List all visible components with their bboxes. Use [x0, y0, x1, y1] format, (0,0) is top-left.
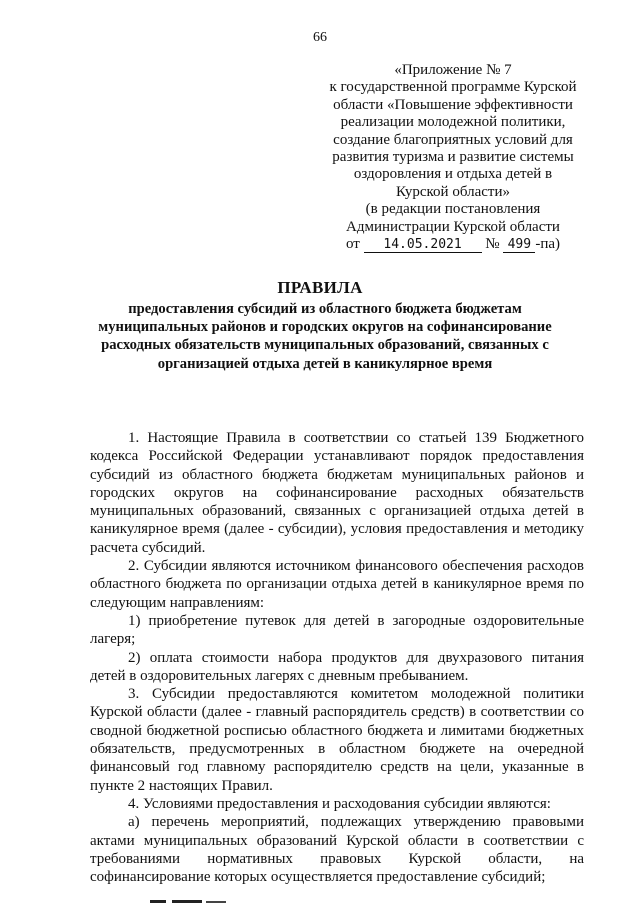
appendix-header — [322, 62, 584, 253]
subtitle-line: расходных обязательств муниципальных образований, связанных с — [101, 337, 549, 354]
appendix-line: оздоровления и отдыха детей в — [353, 166, 553, 183]
paragraph-4-item-a: а) перечень мероприятий, подлежащих утверждению правовыми актами муниципальных образований Курской области в соответствии с требованиями нормативных правовых Курской области, на софинансирование которых осуществляется предоставление субсидий; — [90, 814, 584, 886]
decree-date-line — [322, 236, 584, 253]
paragraph-2: 2. Субсидии являются источником финансового обеспечения расходов областного бюджета по организации отдыха детей в каникулярное время по следующим направлениям: — [90, 558, 584, 611]
appendix-line: развития туризма и развитие системы — [332, 149, 574, 166]
paragraph-4: 4. Условиями предоставления и расходования субсидии являются: — [128, 795, 551, 812]
subtitle-line: организацией отдыха детей в каникулярное время — [157, 355, 493, 372]
number-prefix: № — [485, 236, 500, 253]
subtitle-line: муниципальных районов и городских округов на софинансирование — [98, 319, 552, 336]
appendix-line: к государственной программе Курской — [329, 79, 577, 96]
page-number: 66 — [313, 30, 327, 45]
appendix-line: области «Повышение эффективности — [333, 96, 573, 113]
subtitle-line: предоставления субсидий из областного бюджета бюджетам — [128, 301, 522, 317]
paragraph-3: 3. Субсидии предоставляются комитетом молодежной политики Курской области (далее - главный распорядитель средств) в соответствии со сводной бюджетной росписью областного бюджета и лимитами бюджетных обязательств, предусмотренных в областном бюджете на очередной финансовый год главному распорядителю средств на цели, указанные в пункте 2 настоящих Правил. — [90, 686, 584, 794]
appendix-line: «Приложение № 7 — [394, 62, 512, 78]
document-subtitle — [90, 300, 560, 373]
appendix-line: (в редакции постановления — [365, 201, 541, 218]
appendix-line: создание благоприятных условий для — [333, 131, 573, 148]
document-title: ПРАВИЛА — [277, 278, 363, 297]
appendix-line: Курской области» — [396, 183, 510, 200]
document-body — [90, 429, 584, 886]
paragraph-2-item-2: 2) оплата стоимости набора продуктов для двухразового питания детей в оздоровительных лагерях с дневным пребыванием. — [90, 649, 584, 684]
appendix-line: реализации молодежной политики, — [340, 114, 566, 131]
scan-artifact — [150, 899, 230, 905]
paragraph-1: 1. Настоящие Правила в соответствии со статьей 139 Бюджетного кодекса Российской Федерации устанавливают порядок предоставления субсидий из областного бюджета бюджетам муниципальных районов и городских округов на софинансирование расходных обязательств муниципальных образований, связанных с организацией отдыха детей в каникулярное время (далее - субсидии), условия предоставления и методику расчета субсидий. — [90, 430, 584, 556]
decree-number: 499 — [503, 238, 535, 253]
number-suffix: -па) — [535, 236, 561, 253]
date-prefix: от — [345, 236, 360, 253]
paragraph-2-item-1: 1) приобретение путевок для детей в загородные оздоровительные лагеря; — [90, 612, 584, 648]
decree-date: 14.05.2021 — [364, 238, 482, 253]
appendix-line: Администрации Курской области — [346, 218, 560, 235]
